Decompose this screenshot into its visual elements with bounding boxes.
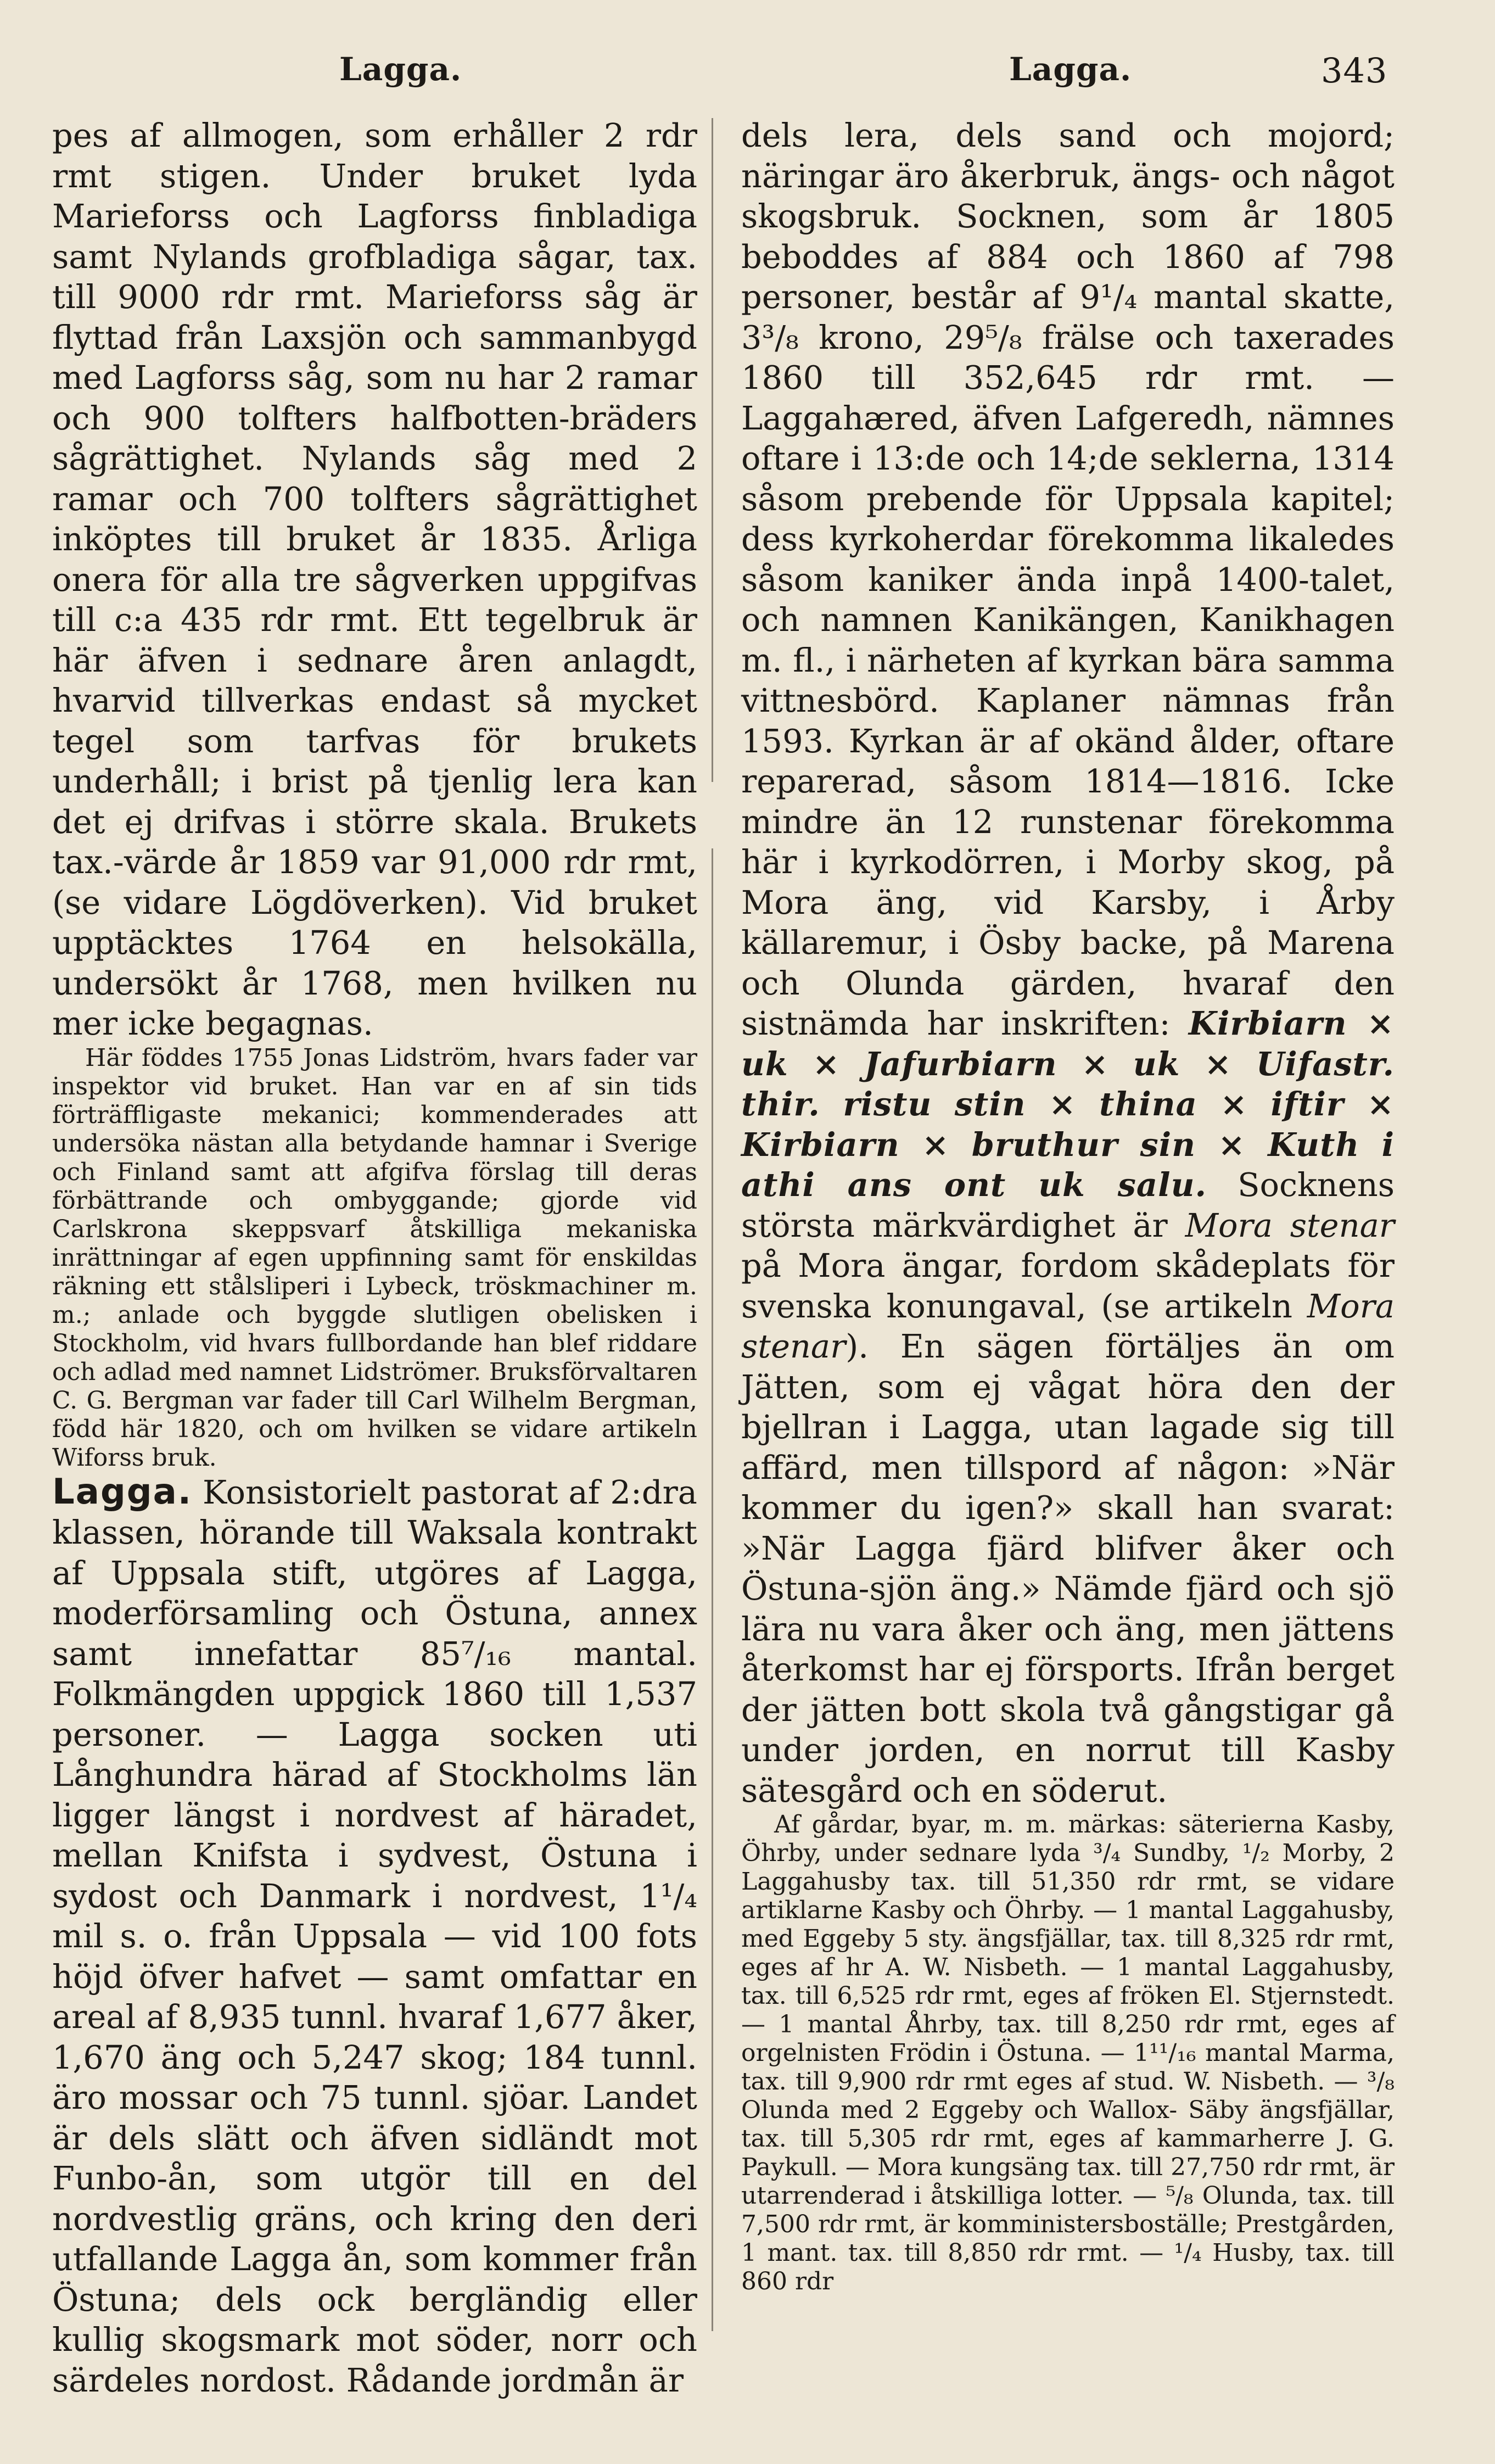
- column-rule: [712, 118, 713, 2331]
- page-number: 343: [1321, 51, 1388, 91]
- left-paragraph-2-text: Konsistorielt pastorat af 2:dra klassen, hörande till Waksala kontrakt af Uppsala stift, utgöres af Lagga, moderförsamling och Östuna, annex samt innefattar 85⁷/₁₆ mantal. Folkmängden uppgick 1860 till 1,537 personer. — Lagga socken uti Långhundra härad af Stockholms län ligger längst i nordvest af häradet, mellan Knifsta i sydvest, Östuna i sydost och Danmark i nordvest, 1¹/₄ mil s. o. från Uppsala — vid 100 fots höjd öfver hafvet — samt omfattar en areal af 8,935 tunnl. hvaraf 1,677 åker, 1,670 äng och 5,247 skog; 184 tunnl. äro mossar och 75 tunnl. sjöar. Landet är dels slätt och äfven sidländt mot Funbo-ån, som utgör till en del nordvestlig gräns, och kring den deri utfallande Lagga ån, som kommer från Östuna; dels ock bergländig eller kullig skogsmark mot söder, norr och särdeles nordost. Rådande jordmån är: [52, 1473, 697, 2399]
- right-column: [741, 115, 1395, 2296]
- left-paragraph-1: pes af allmogen, som erhåller 2 rdr rmt stigen. Under bruket lyda Marieforss och Lagforss finbladiga samt Nylands grofbladiga sågar, tax. till 9000 rdr rmt. Marieforss såg är flyttad från Laxsjön och sammanbygd med Lagforss såg, som nu har 2 ramar och 900 tolfters halfbotten-bräders sågrättighet. Nylands såg med 2 ramar och 700 tolfters sågrättighet inköptes till bruket år 1835. Årliga onera för alla tre sågverken uppgifvas till c:a 435 rdr rmt. Ett tegelbruk är här äfven i sednare åren anlagdt, hvarvid tillverkas endast så mycket tegel som tarfvas för brukets underhåll; i brist på tjenlig lera kan det ej drifvas i större skala. Brukets tax.-värde år 1859 var 91,000 rdr rmt, (se vidare Lögdöverken). Vid bruket upptäcktes 1764 en helsokälla, undersökt år 1768, men hvilken nu mer icke begagnas.: [52, 116, 697, 1042]
- right-paragraph-1: [741, 115, 1395, 1811]
- left-column: [52, 115, 697, 2400]
- entry-headword: Lagga.: [52, 1471, 193, 1512]
- emphasis-mora-stenar-2: Mora stenar: [741, 1287, 1395, 1365]
- runic-inscription: Kirbiarn × uk × Jafurbiarn × uk × Uifastr. thir. ristu stin × thina × iftir × Kirbiarn × bruthur sin × Kuth i athi ans ont uk salu.: [741, 1004, 1395, 1204]
- emphasis-mora-stenar-1: Mora stenar: [1185, 1206, 1395, 1244]
- right-paragraph-2-a: Socknens största märkvärdighet är: [741, 1166, 1395, 1244]
- right-paragraph-1-text: dels lera, dels sand och mojord; näringar äro åkerbruk, ängs- och något skogsbruk. Socknen, som år 1805 beboddes af 884 och 1860 af 798 personer, består af 9¹/₄ mantal skatte, 3³/₈ krono, 29⁵/₈ frälse och taxerades 1860 till 352,645 rdr rmt. — Laggahæred, äfven Lafgeredh, nämnes oftare i 13:de och 14;de seklerna, 1314 såsom prebende för Uppsala kapitel; dess kyrkoherdar förekomma likaledes såsom kaniker ända inpå 1400-talet, och namnen Kanikängen, Kanikhagen m. fl., i närheten af kyrkan bära samma vittnesbörd. Kaplaner nämnas från 1593. Kyrkan är af okänd ålder, oftare reparerad, såsom 1814—1816. Icke mindre än 12 runstenar förekomma här i kyrkodörren, i Morby skog, på Mora äng, vid Karsby, i Årby källaremur, i Ösby backe, på Marena och Olunda gärden, hvaraf den sistnämda har inskriften:: [741, 116, 1395, 1042]
- running-head-right: Lagga.: [1009, 51, 1132, 88]
- right-footnote: Af gårdar, byar, m. m. märkas: säterierna Kasby, Öhrby, under sednare lyda ³/₄ Sundby, ¹/₂ Morby, 2 Laggahusby tax. till 51,350 rdr rmt, se vidare artiklarne Kasby och Öhrby. — 1 mantal Laggahusby, med Eggeby 5 sty. ängsfjällar, tax. till 8,325 rdr rmt, eges af hr A. W. Nisbeth. — 1 mantal Laggahusby, tax. till 6,525 rdr rmt, eges af fröken El. Stjernstedt. — 1 mantal Åhrby, tax. till 8,250 rdr rmt, eges af orgelnisten Frödin i Östuna. — 1¹¹/₁₆ mantal Marma, tax. till 9,900 rdr rmt eges af stud. W. Nisbeth. — ³/₈ Olunda med 2 Eggeby och Wallox- Säby ängsfjällar, tax. till 5,305 rdr rmt, eges af kammarherre J. G. Paykull. — Mora kungsäng tax. till 27,750 rdr rmt, är utarrenderad i åtskilliga lotter. — ⁵/₈ Olunda, tax. till 7,500 rdr rmt, är komministersboställe; Prestgården, 1 mant. tax. till 8,850 rdr rmt. — ¹/₄ Husby, tax. till 860 rdr: [741, 1811, 1395, 2295]
- running-head-left: Lagga.: [339, 51, 462, 88]
- left-paragraph-2: [52, 1472, 697, 2401]
- right-paragraph-2-b: på Mora ängar, fordom skådeplats för svenska konungaval, (se artikeln: [741, 1247, 1395, 1325]
- left-footnote: Här föddes 1755 Jonas Lidström, hvars fader var inspektor vid bruket. Han var en af sin tids förträffligaste mekanici; kommenderades att undersöka nästan alla betydande hamnar i Sverige och Finland samt att afgifva förslag till deras förbättrande och ombyggande; gjorde vid Carlskrona skeppsvarf åtskilliga mekaniska inrättningar af egen uppfinning samt för enskildas räkning ett stålsliperi i Lybeck, tröskmachiner m. m.; anlade och byggde slutligen obelisken i Stockholm, vid hvars fullbordande han blef riddare och adlad med namnet Lidströmer. Bruksförvaltaren C. G. Bergman var fader till Carl Wilhelm Bergman, född här 1820, och om hvilken se vidare artikeln Wiforss bruk.: [52, 1043, 697, 1472]
- right-paragraph-2-c: ). En sägen förtäljes än om Jätten, som ej vågat höra den der bjellran i Lagga, utan lagade sig till affärd, men tillspord af någon: »När kommer du igen?» skall han svarat: »När Lagga fjärd blifver åker och Östuna-sjön äng.» Nämde fjärd och sjö lära nu vara åker och äng, men jättens återkomst har ej försports. Ifrån berget der jätten bott skola två gångstigar gå under jorden, en norrut till Kasby sätesgård och en söderut.: [741, 1327, 1395, 1809]
